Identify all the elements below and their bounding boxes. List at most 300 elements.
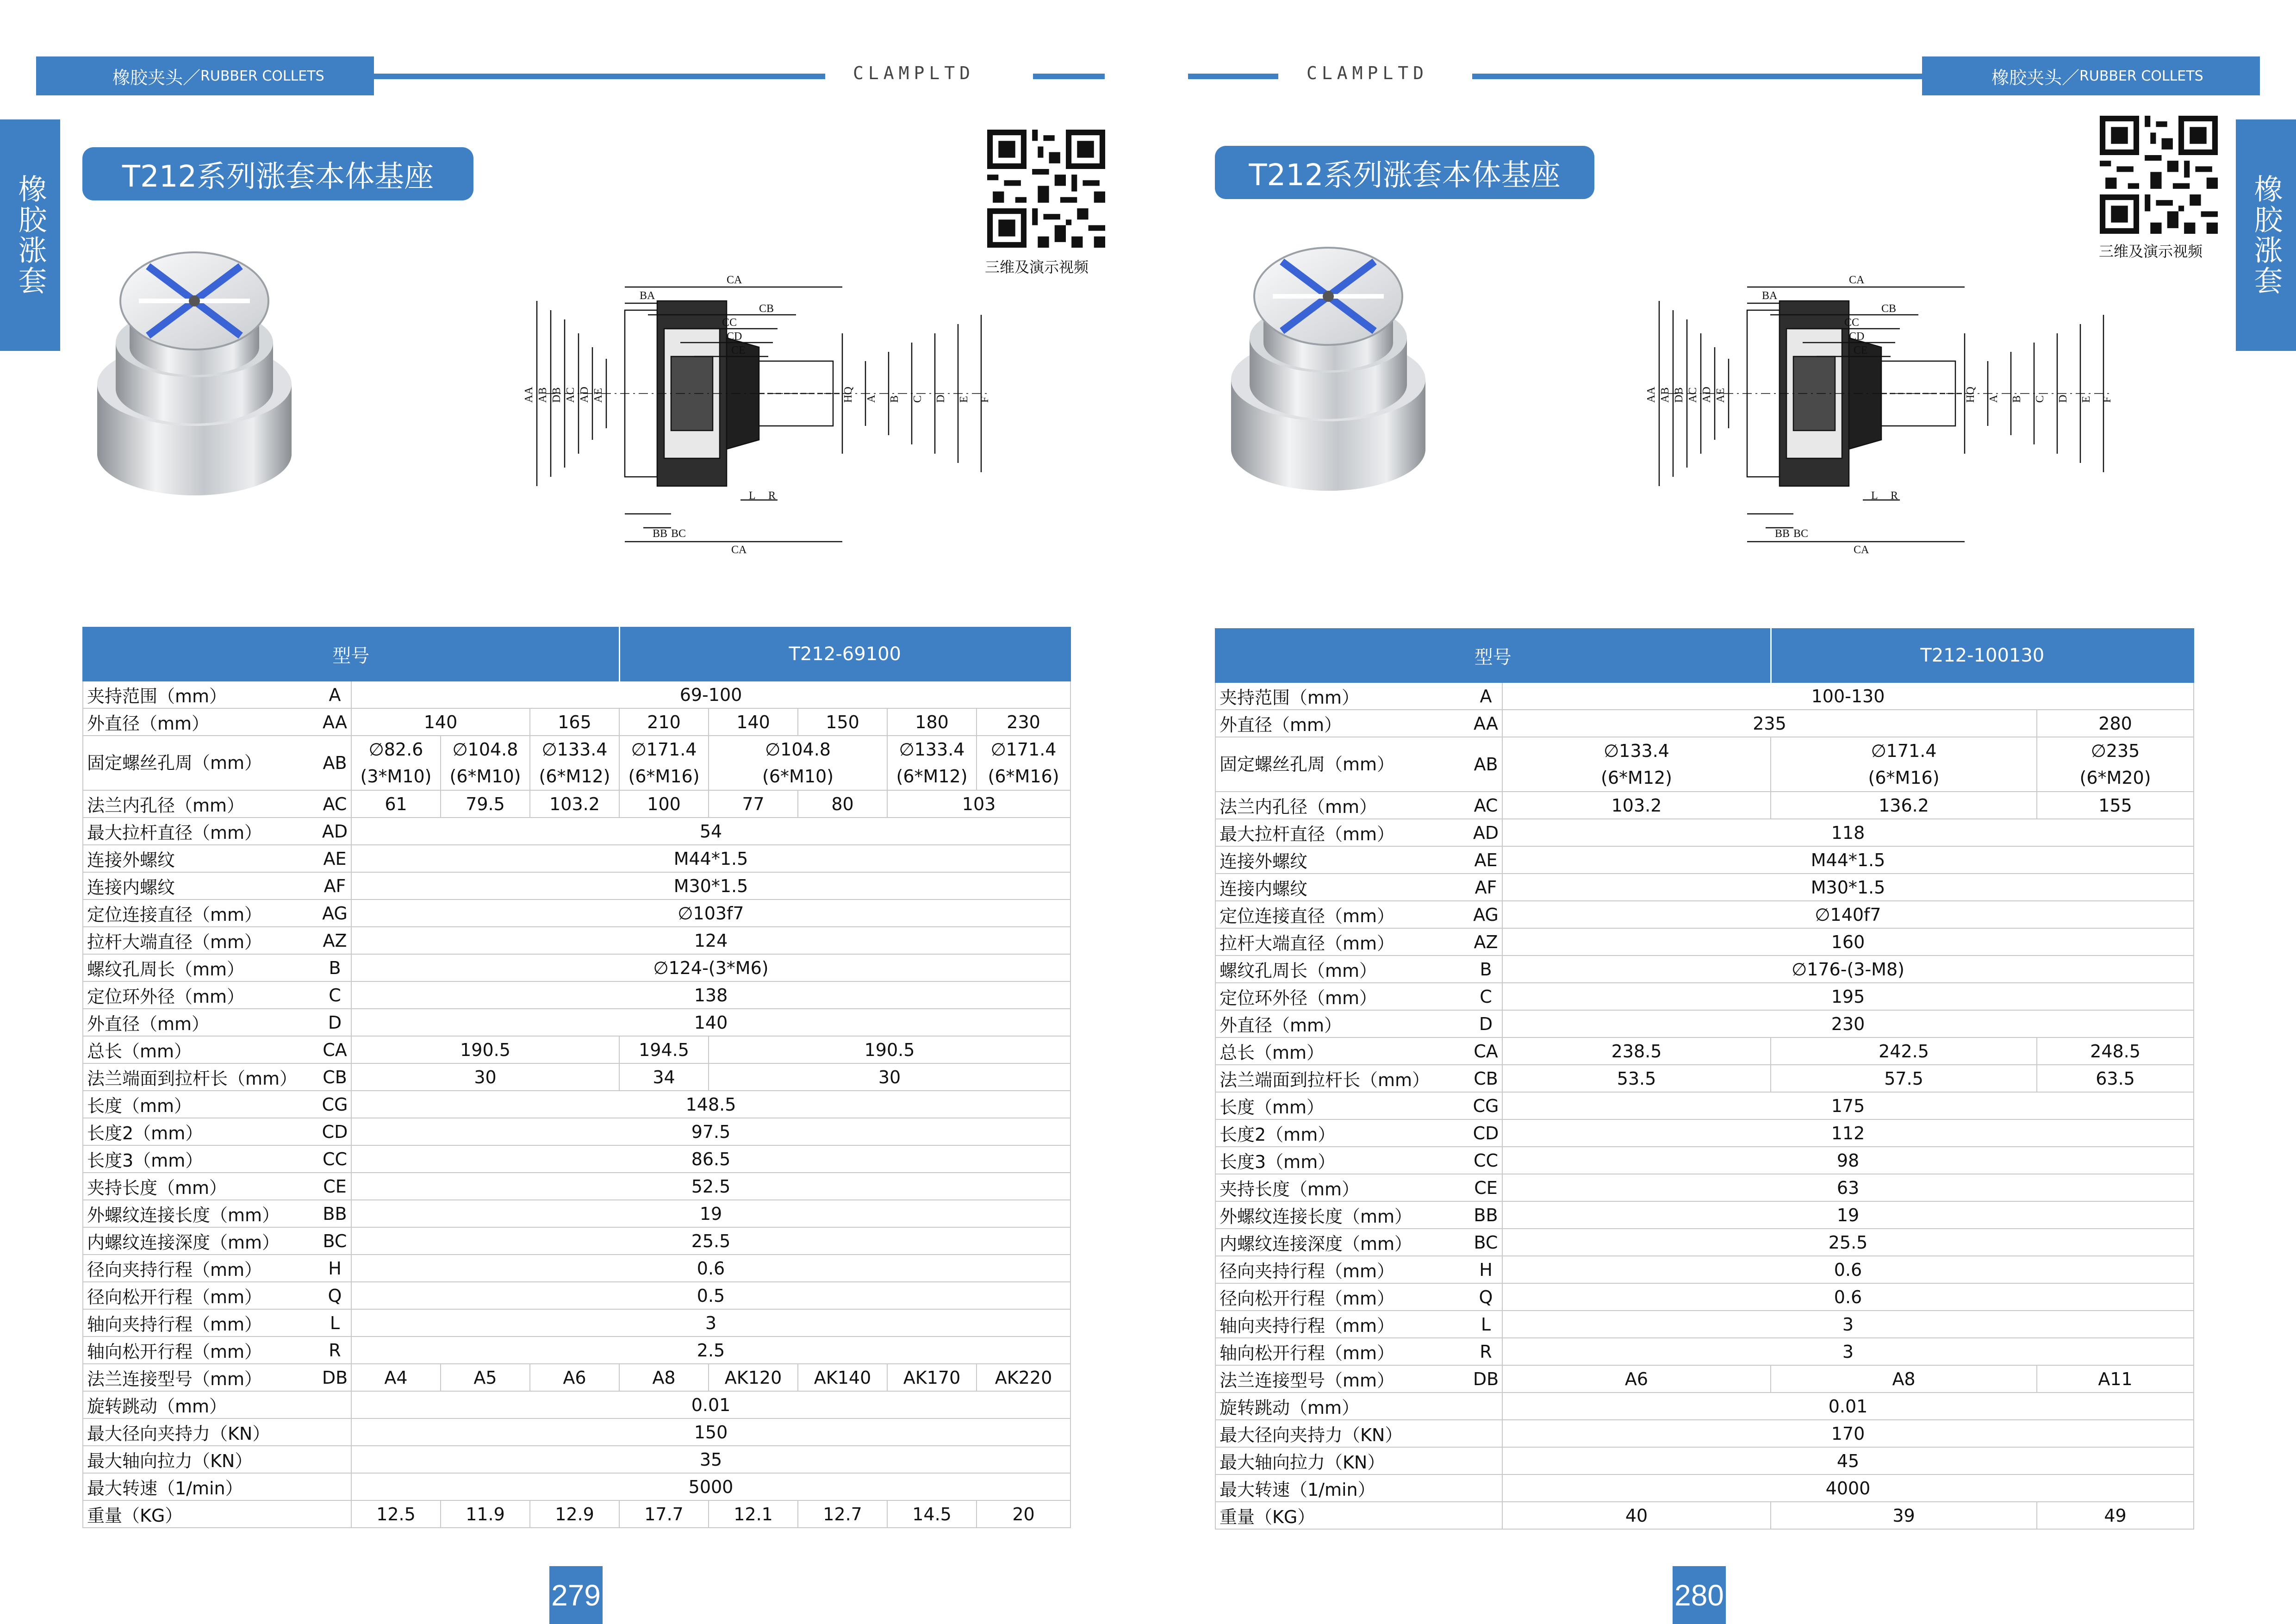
header-model-name: T212-69100 (619, 627, 1070, 681)
row-name: 法兰连接型号（mm） (1215, 1365, 1470, 1393)
row-name: 法兰端面到拉杆长（mm） (1215, 1065, 1470, 1092)
table-cell: 100-130 (1502, 682, 2194, 710)
header-model-name: T212-100130 (1771, 629, 2194, 682)
page-number-left: 279 (549, 1566, 603, 1624)
row-name: 外直径（mm） (1215, 710, 1470, 737)
table-row (83, 1118, 1070, 1145)
table-cell (977, 736, 1070, 790)
table-cell (1771, 737, 2037, 792)
dimension-label: CB (1881, 303, 1897, 315)
row-code: CB (319, 1063, 351, 1091)
dimension-label: A (865, 394, 877, 403)
table-row (1215, 1311, 2194, 1338)
table-cell: 25.5 (1502, 1229, 2194, 1256)
row-code: B (1470, 956, 1502, 983)
row-code: H (1470, 1256, 1502, 1283)
table-cell: A6 (1502, 1365, 1771, 1393)
table-row (1215, 1338, 2194, 1365)
table-cell: 39 (1771, 1502, 2037, 1529)
table-cell: 40 (1502, 1502, 1771, 1529)
cell-value: ∅104.8 (765, 739, 831, 760)
table-row (1215, 901, 2194, 928)
table-row (83, 681, 1070, 708)
brand-name-left: CLAMPLTD (853, 63, 975, 83)
table-cell: 124 (351, 927, 1070, 954)
row-code: CE (319, 1173, 351, 1200)
row-name: 轴向夹持行程（mm） (1215, 1311, 1470, 1338)
table-cell: 12.9 (530, 1500, 619, 1528)
table-cell: 17.7 (619, 1500, 709, 1528)
table-row (1215, 1010, 2194, 1037)
row-name: 连接外螺纹 (1215, 846, 1470, 874)
table-cell (2037, 737, 2194, 792)
dimension-label: L (749, 490, 756, 502)
table-cell: 160 (1502, 928, 2194, 956)
row-name: 法兰端面到拉杆长（mm） (83, 1063, 319, 1091)
brand-name-right: CLAMPLTD (1307, 63, 1429, 83)
table-cell: 3 (1502, 1311, 2194, 1338)
table-cell: 0.6 (351, 1255, 1070, 1282)
table-cell: 150 (351, 1418, 1070, 1446)
table-cell: 34 (619, 1063, 709, 1091)
row-name: 重量（KG） (1215, 1502, 1470, 1529)
row-name: 总长（mm） (1215, 1037, 1470, 1065)
table-cell: 30 (351, 1063, 619, 1091)
table-cell: 150 (798, 708, 887, 736)
table-cell: ∅124-(3*M6) (351, 954, 1070, 981)
table-cell: 118 (1502, 819, 2194, 846)
cell-value-sub: (6*M12) (1601, 768, 1672, 788)
table-cell: 155 (2037, 792, 2194, 819)
table-cell: 140 (709, 708, 798, 736)
table-cell: AK170 (887, 1364, 977, 1391)
row-code: AZ (319, 927, 351, 954)
table-cell: 194.5 (619, 1036, 709, 1063)
row-name: 长度2（mm） (83, 1118, 319, 1145)
table-cell: M30*1.5 (1502, 874, 2194, 901)
row-name: 总长（mm） (83, 1036, 319, 1063)
row-name: 法兰连接型号（mm） (83, 1364, 319, 1391)
row-code (319, 1418, 351, 1446)
table-cell: AK140 (798, 1364, 887, 1391)
header-model-label: 型号 (1215, 629, 1771, 682)
table-cell: M44*1.5 (351, 845, 1070, 872)
table-row (1215, 1393, 2194, 1420)
table-row (83, 1337, 1070, 1364)
row-code: BC (1470, 1229, 1502, 1256)
row-code: AA (1470, 710, 1502, 737)
dimension-label: CA (1854, 544, 1869, 556)
page-number-right: 280 (1673, 1566, 1726, 1624)
dimension-label: AB (1659, 387, 1671, 403)
row-name: 最大轴向拉力（KN） (83, 1446, 319, 1473)
table-row (1215, 792, 2194, 819)
row-code: A (1470, 682, 1502, 710)
row-code: BB (319, 1200, 351, 1227)
table-cell: 140 (351, 708, 530, 736)
table-row (83, 845, 1070, 872)
table-row (1215, 710, 2194, 737)
dimension-label: DB (1673, 387, 1685, 403)
table-cell: 165 (530, 708, 619, 736)
row-name: 固定螺丝孔周（mm） (1215, 737, 1470, 792)
row-name: 长度（mm） (83, 1091, 319, 1118)
dimension-label: R (768, 490, 776, 502)
cell-value: ∅133.4 (899, 739, 965, 760)
table-cell: 112 (1502, 1119, 2194, 1147)
table-row (1215, 1201, 2194, 1229)
series-title-right: T212系列涨套本体基座 (1215, 146, 1594, 199)
row-name: 定位连接直径（mm） (1215, 901, 1470, 928)
dimension-label: AC (1687, 387, 1699, 403)
dimension-label: CD (1849, 331, 1865, 343)
table-row (83, 981, 1070, 1009)
header-rule (1472, 74, 1922, 79)
table-row (83, 1446, 1070, 1473)
category-label-right (1922, 56, 2260, 95)
table-cell: 2.5 (351, 1337, 1070, 1364)
row-code: CE (1470, 1174, 1502, 1201)
table-cell: 235 (1502, 710, 2037, 737)
dimension-label: AC (565, 387, 577, 403)
side-tab-text: 橡胶涨套 (2249, 174, 2283, 296)
table-cell: 0.6 (1502, 1256, 2194, 1283)
table-cell: 30 (709, 1063, 1070, 1091)
row-code: AZ (1470, 928, 1502, 956)
table-cell: 49 (2037, 1502, 2194, 1529)
row-name: 径向夹持行程（mm） (83, 1255, 319, 1282)
table-cell: 170 (1502, 1420, 2194, 1447)
dimension-label: AE (1715, 388, 1727, 403)
product-render-left (79, 231, 310, 509)
row-code: AD (1470, 819, 1502, 846)
row-code: CG (1470, 1092, 1502, 1119)
row-code: AE (1470, 846, 1502, 874)
table-cell: 242.5 (1771, 1037, 2037, 1065)
table-cell: 25.5 (351, 1227, 1070, 1255)
spec-table-left (82, 627, 1071, 1528)
table-cell: 103 (887, 790, 1070, 818)
row-name: 外直径（mm） (83, 708, 319, 736)
row-name: 最大轴向拉力（KN） (1215, 1447, 1470, 1474)
table-cell: A4 (351, 1364, 441, 1391)
cell-value: ∅171.4 (631, 739, 697, 760)
row-name: 螺纹孔周长（mm） (83, 954, 319, 981)
table-cell: 45 (1502, 1447, 2194, 1474)
qr-code-icon (2100, 116, 2218, 234)
dimension-label: L (1871, 490, 1878, 502)
table-cell: 80 (798, 790, 887, 818)
table-cell: 3 (351, 1309, 1070, 1337)
category-label-left (36, 56, 374, 95)
table-row (1215, 1502, 2194, 1529)
dimension-label: HQ (842, 387, 854, 403)
table-row (83, 1282, 1070, 1309)
technical-drawing-left (518, 269, 1009, 560)
row-code: C (1470, 983, 1502, 1010)
table-cell: 103.2 (530, 790, 619, 818)
row-code: CD (319, 1118, 351, 1145)
dimension-label: R (1891, 490, 1898, 502)
table-row (83, 954, 1070, 981)
header-model-label: 型号 (83, 627, 619, 681)
row-code: AF (1470, 874, 1502, 901)
table-cell: 35 (351, 1446, 1070, 1473)
table-cell: A8 (1771, 1365, 2037, 1393)
table-row (1215, 1147, 2194, 1174)
table-row (1215, 1365, 2194, 1393)
table-cell: A11 (2037, 1365, 2194, 1393)
dimension-label: A (1988, 394, 2000, 403)
row-code: CC (319, 1145, 351, 1173)
row-code: CD (1470, 1119, 1502, 1147)
table-cell (351, 736, 441, 790)
dimension-label: CC (722, 317, 737, 329)
table-cell: 61 (351, 790, 441, 818)
table-cell: ∅140f7 (1502, 901, 2194, 928)
table-cell: 136.2 (1771, 792, 2037, 819)
row-code: DB (319, 1364, 351, 1391)
row-name: 旋转跳动（mm） (83, 1391, 319, 1418)
table-cell: 0.01 (351, 1391, 1070, 1418)
row-name: 长度2（mm） (1215, 1119, 1470, 1147)
table-header-row (83, 627, 1070, 681)
table-row (83, 790, 1070, 818)
table-cell: ∅103f7 (351, 899, 1070, 927)
table-row (83, 1173, 1070, 1200)
cell-value-sub: (6*M10) (762, 766, 834, 787)
table-cell: 238.5 (1502, 1037, 1771, 1065)
table-cell: 210 (619, 708, 709, 736)
row-code: H (319, 1255, 351, 1282)
table-row (1215, 1119, 2194, 1147)
table-cell: ∅176-(3-M8) (1502, 956, 2194, 983)
dimension-label: AA (1645, 387, 1657, 403)
dimension-label: D (2057, 394, 2069, 403)
table-cell: 98 (1502, 1147, 2194, 1174)
table-row (83, 1227, 1070, 1255)
table-cell: 5000 (351, 1473, 1070, 1500)
cell-value-sub: (6*M16) (1868, 768, 1940, 788)
table-row (1215, 1283, 2194, 1311)
table-cell: 57.5 (1771, 1065, 2037, 1092)
table-row (1215, 1447, 2194, 1474)
row-code (1470, 1474, 1502, 1502)
dimension-label: E (2080, 396, 2092, 403)
table-cell: 230 (1502, 1010, 2194, 1037)
table-row (83, 1036, 1070, 1063)
row-code: AB (1470, 737, 1502, 792)
dimension-label: BB (1775, 528, 1790, 540)
dimension-label: F (2101, 396, 2113, 403)
table-cell: 190.5 (351, 1036, 619, 1063)
row-name: 夹持长度（mm） (83, 1173, 319, 1200)
row-code (1470, 1502, 1502, 1529)
row-name: 重量（KG） (83, 1500, 319, 1528)
table-cell (530, 736, 619, 790)
series-title-left: T212系列涨套本体基座 (82, 147, 473, 200)
table-cell (1502, 737, 1771, 792)
dimension-label: CD (727, 331, 742, 343)
table-cell: AK220 (977, 1364, 1070, 1391)
side-tab-right (2236, 119, 2296, 351)
table-cell: 63 (1502, 1174, 2194, 1201)
table-cell: 54 (351, 818, 1070, 845)
side-tab-left (0, 119, 60, 351)
row-code: Q (319, 1282, 351, 1309)
table-cell (887, 736, 977, 790)
row-code: D (319, 1009, 351, 1036)
row-name: 长度3（mm） (1215, 1147, 1470, 1174)
table-row (83, 1200, 1070, 1227)
row-name: 径向松开行程（mm） (83, 1282, 319, 1309)
dimension-label: CE (1854, 344, 1868, 356)
header-rule (374, 74, 825, 79)
table-row (83, 1255, 1070, 1282)
dimension-label: BA (1762, 290, 1778, 302)
table-cell: 148.5 (351, 1091, 1070, 1118)
table-cell: 86.5 (351, 1145, 1070, 1173)
dimension-label: AB (537, 387, 549, 403)
table-row (1215, 846, 2194, 874)
table-row (83, 872, 1070, 899)
table-row (83, 708, 1070, 736)
table-row (1215, 874, 2194, 901)
qr-code-icon (987, 130, 1105, 248)
side-tab-text: 橡胶涨套 (13, 174, 47, 296)
row-code (1470, 1420, 1502, 1447)
table-row (83, 1063, 1070, 1091)
table-row (1215, 737, 2194, 792)
table-row (1215, 1065, 2194, 1092)
dimension-label: BB (653, 528, 668, 540)
row-code: D (1470, 1010, 1502, 1037)
table-cell: 0.5 (351, 1282, 1070, 1309)
row-name: 轴向松开行程（mm） (83, 1337, 319, 1364)
table-cell: 280 (2037, 710, 2194, 737)
table-cell: 12.7 (798, 1500, 887, 1528)
table-row (1215, 1229, 2194, 1256)
row-code (1470, 1447, 1502, 1474)
table-cell: 14.5 (887, 1500, 977, 1528)
row-code: AG (319, 899, 351, 927)
table-cell: 140 (351, 1009, 1070, 1036)
row-name: 螺纹孔周长（mm） (1215, 956, 1470, 983)
row-code: CB (1470, 1065, 1502, 1092)
dimension-label: C (2034, 395, 2046, 403)
cell-value-sub: (6*M16) (988, 766, 1059, 787)
row-name: 外螺纹连接长度（mm） (1215, 1201, 1470, 1229)
dimension-label: CE (731, 344, 746, 356)
table-cell: 175 (1502, 1092, 2194, 1119)
table-row (1215, 1420, 2194, 1447)
table-cell (619, 736, 709, 790)
row-name: 内螺纹连接深度（mm） (1215, 1229, 1470, 1256)
dimension-label: CA (727, 274, 742, 286)
row-name: 最大转速（1/min） (83, 1473, 319, 1500)
row-code: L (1470, 1311, 1502, 1338)
row-name: 连接内螺纹 (1215, 874, 1470, 901)
table-row (83, 927, 1070, 954)
row-code (319, 1391, 351, 1418)
dimension-label: BA (640, 290, 655, 302)
row-name: 外直径（mm） (1215, 1010, 1470, 1037)
row-code (319, 1500, 351, 1528)
dimension-label: BC (671, 528, 686, 540)
row-name: 连接内螺纹 (83, 872, 319, 899)
category-cn: 橡胶夹头／ (112, 67, 201, 88)
dimension-label: D (935, 394, 947, 403)
row-code: CC (1470, 1147, 1502, 1174)
table-cell: A8 (619, 1364, 709, 1391)
table-row (1215, 1474, 2194, 1502)
table-cell: 19 (351, 1200, 1070, 1227)
table-row (83, 1091, 1070, 1118)
dimension-label: AD (1701, 387, 1713, 403)
row-code: AE (319, 845, 351, 872)
table-cell: 12.1 (709, 1500, 798, 1528)
table-cell: 12.5 (351, 1500, 441, 1528)
row-name: 夹持范围（mm） (83, 681, 319, 708)
cell-value-sub: (3*M10) (360, 766, 432, 787)
table-cell (709, 736, 887, 790)
table-cell: 11.9 (441, 1500, 530, 1528)
dimension-label: F (979, 396, 991, 403)
row-name: 旋转跳动（mm） (1215, 1393, 1470, 1420)
table-cell: 19 (1502, 1201, 2194, 1229)
table-cell: 103.2 (1502, 792, 1771, 819)
table-cell: 3 (1502, 1338, 2194, 1365)
dimension-label: AE (592, 388, 604, 403)
table-cell: 52.5 (351, 1173, 1070, 1200)
cell-value: ∅133.4 (541, 739, 608, 760)
cell-value-sub: (6*M12) (896, 766, 968, 787)
cell-value: ∅82.6 (368, 739, 423, 760)
cell-value: ∅104.8 (452, 739, 518, 760)
table-cell: 195 (1502, 983, 2194, 1010)
table-row (1215, 1256, 2194, 1283)
cell-value: ∅171.4 (1871, 741, 1937, 761)
row-code: R (319, 1337, 351, 1364)
row-code: AF (319, 872, 351, 899)
row-code (1470, 1393, 1502, 1420)
row-name: 夹持长度（mm） (1215, 1174, 1470, 1201)
cell-value-sub: (6*M16) (628, 766, 700, 787)
table-row (1215, 1037, 2194, 1065)
row-code: R (1470, 1338, 1502, 1365)
table-cell: 0.6 (1502, 1283, 2194, 1311)
dimension-label: CC (1844, 317, 1860, 329)
row-name: 长度3（mm） (83, 1145, 319, 1173)
table-row (1215, 1174, 2194, 1201)
header-rule (1033, 74, 1105, 79)
row-name: 最大拉杆直径（mm） (1215, 819, 1470, 846)
table-row (83, 1473, 1070, 1500)
table-header-row (1215, 629, 2194, 682)
table-cell: 0.01 (1502, 1393, 2194, 1420)
table-cell (441, 736, 530, 790)
dimension-label: AA (523, 387, 535, 403)
table-row (83, 1145, 1070, 1173)
dimension-label: B (889, 395, 901, 403)
table-cell: AK120 (709, 1364, 798, 1391)
table-row (1215, 682, 2194, 710)
row-name: 长度（mm） (1215, 1092, 1470, 1119)
row-name: 定位环外径（mm） (1215, 983, 1470, 1010)
row-code: CG (319, 1091, 351, 1118)
technical-drawing-right (1641, 269, 2131, 560)
row-code: AC (319, 790, 351, 818)
